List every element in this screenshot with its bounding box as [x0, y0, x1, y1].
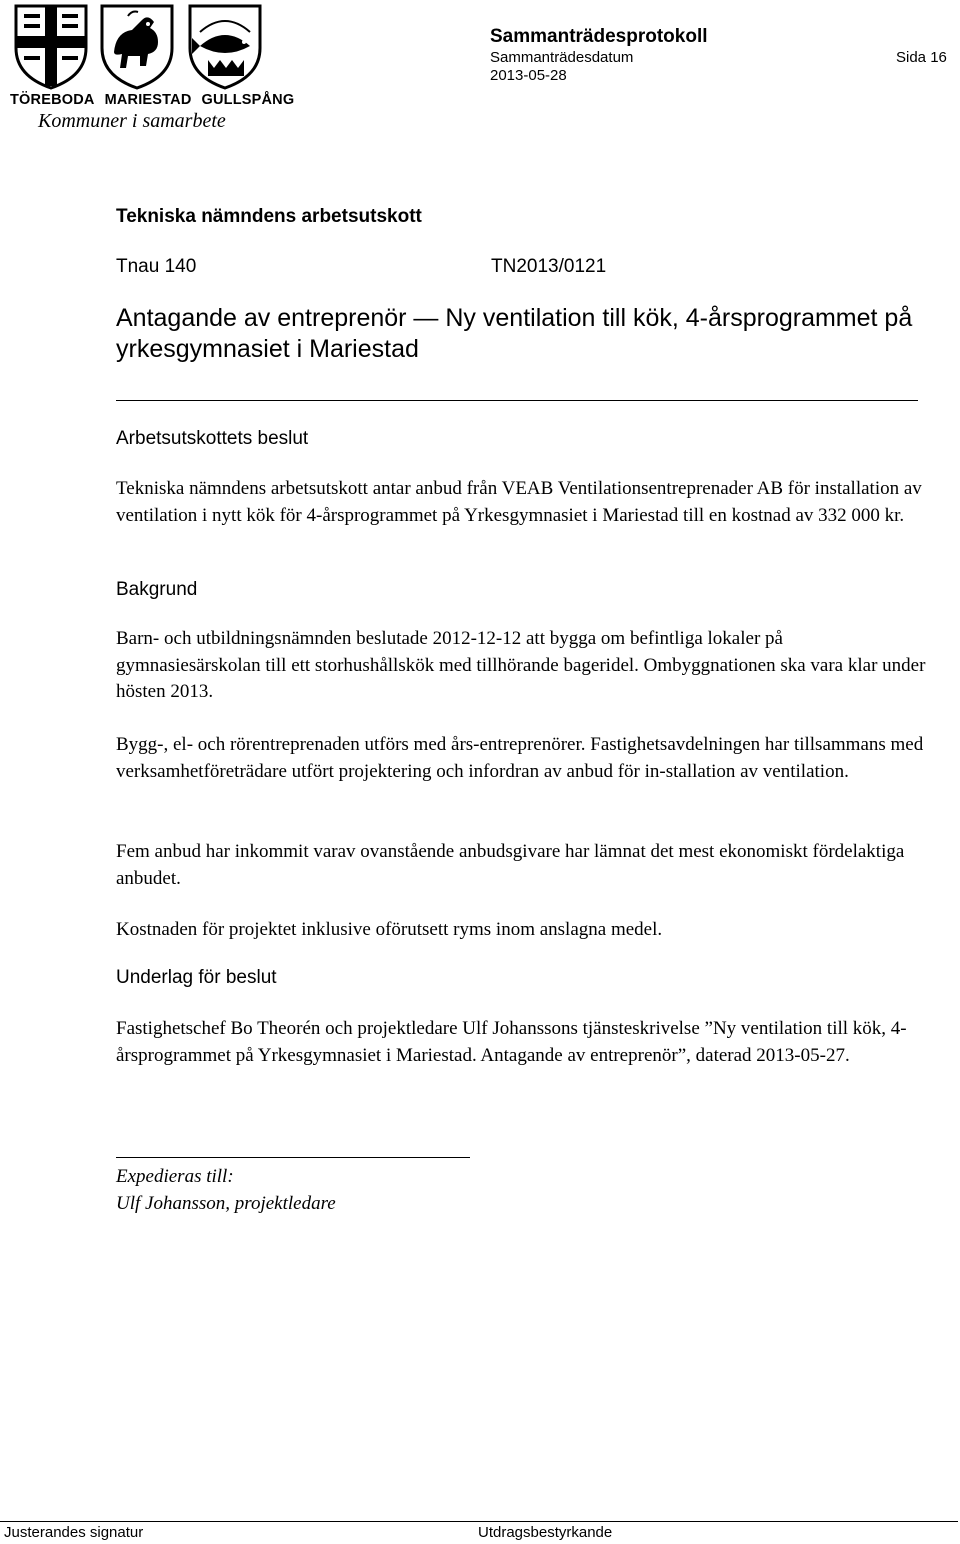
background-paragraph: Fem anbud har inkommit varav ovanstående anbudsgivare har lämnat det mest ekonomiskt fördelaktiga anbudet.	[116, 841, 905, 889]
decision-text: Tekniska nämndens arbetsutskott antar anbud från VEAB Ventilationsentreprenader AB för installation av ventilation i nytt kök för 4-årsprogrammet på Yrkesgymnasiet i Mariestad till en kostnad av 332 000 kr.	[116, 478, 922, 526]
distribution-label: Expedieras till:	[116, 1166, 234, 1187]
distribution-divider	[116, 1157, 470, 1158]
meeting-date: 2013-05-28	[490, 67, 567, 84]
municipality-toreboda: TÖREBODA	[10, 92, 95, 108]
background-paragraph: Barn- och utbildningsnämnden beslutade 2012-12-12 att bygga om befintliga lokaler på gymnasiesärskolan till ett storhushållskök med tillhörande bageridel. Ombyggnationen ska vara klar under hösten 2013.	[116, 628, 926, 702]
municipality-gullspang: GULLSPÅNG	[201, 92, 295, 108]
committee-name: Tekniska nämndens arbetsutskott	[116, 206, 422, 227]
municipality-names	[10, 92, 295, 108]
municipal-logos	[8, 2, 295, 132]
decision-heading: Arbetsutskottets beslut	[116, 428, 309, 449]
basis-heading: Underlag för beslut	[116, 967, 277, 988]
title-divider	[116, 400, 918, 401]
page-number: Sida 16	[896, 49, 947, 66]
mariestad-crest-icon	[98, 2, 176, 90]
extract-certification-label: Utdragsbestyrkande	[478, 1524, 613, 1541]
document-title: Sammanträdesprotokoll	[490, 26, 708, 47]
municipalities-tagline: Kommuner i samarbete	[38, 110, 226, 132]
gullspang-crest-icon	[186, 2, 264, 90]
meeting-date-label: Sammanträdesdatum	[490, 49, 634, 66]
toreboda-crest-icon	[12, 2, 90, 90]
case-number: Tnau 140	[116, 256, 197, 277]
basis-text: Fastighetschef Bo Theorén och projektledare Ulf Johanssons tjänsteskrivelse ”Ny ventilation till kök, 4-årsprogrammet på Yrkesgymnasiet i Mariestad. Antagande av entreprenör”, daterad 2013-05-27.	[116, 1018, 907, 1066]
background-paragraph: Kostnaden för projektet inklusive oförutsett ryms inom anslagna medel.	[116, 919, 663, 940]
background-paragraph: Bygg-, el- och rörentreprenaden utförs med års-entreprenörer. Fastighetsavdelningen har tillsammans med verksamhetföreträdare utfört projektering och infordran av anbud för in-stallation av ventilation.	[116, 734, 924, 782]
footer-divider	[0, 1521, 958, 1522]
background-heading: Bakgrund	[116, 579, 198, 600]
case-reference: TN2013/0121	[491, 256, 607, 277]
distribution-recipient: Ulf Johansson, projektledare	[116, 1193, 336, 1214]
matter-title: Antagande av entreprenör — Ny ventilation till kök, 4-årsprogrammet på yrkesgymnasiet i Mariestad	[116, 304, 913, 363]
signature-label: Justerandes signatur	[4, 1524, 144, 1541]
municipality-mariestad: MARIESTAD	[104, 92, 192, 108]
